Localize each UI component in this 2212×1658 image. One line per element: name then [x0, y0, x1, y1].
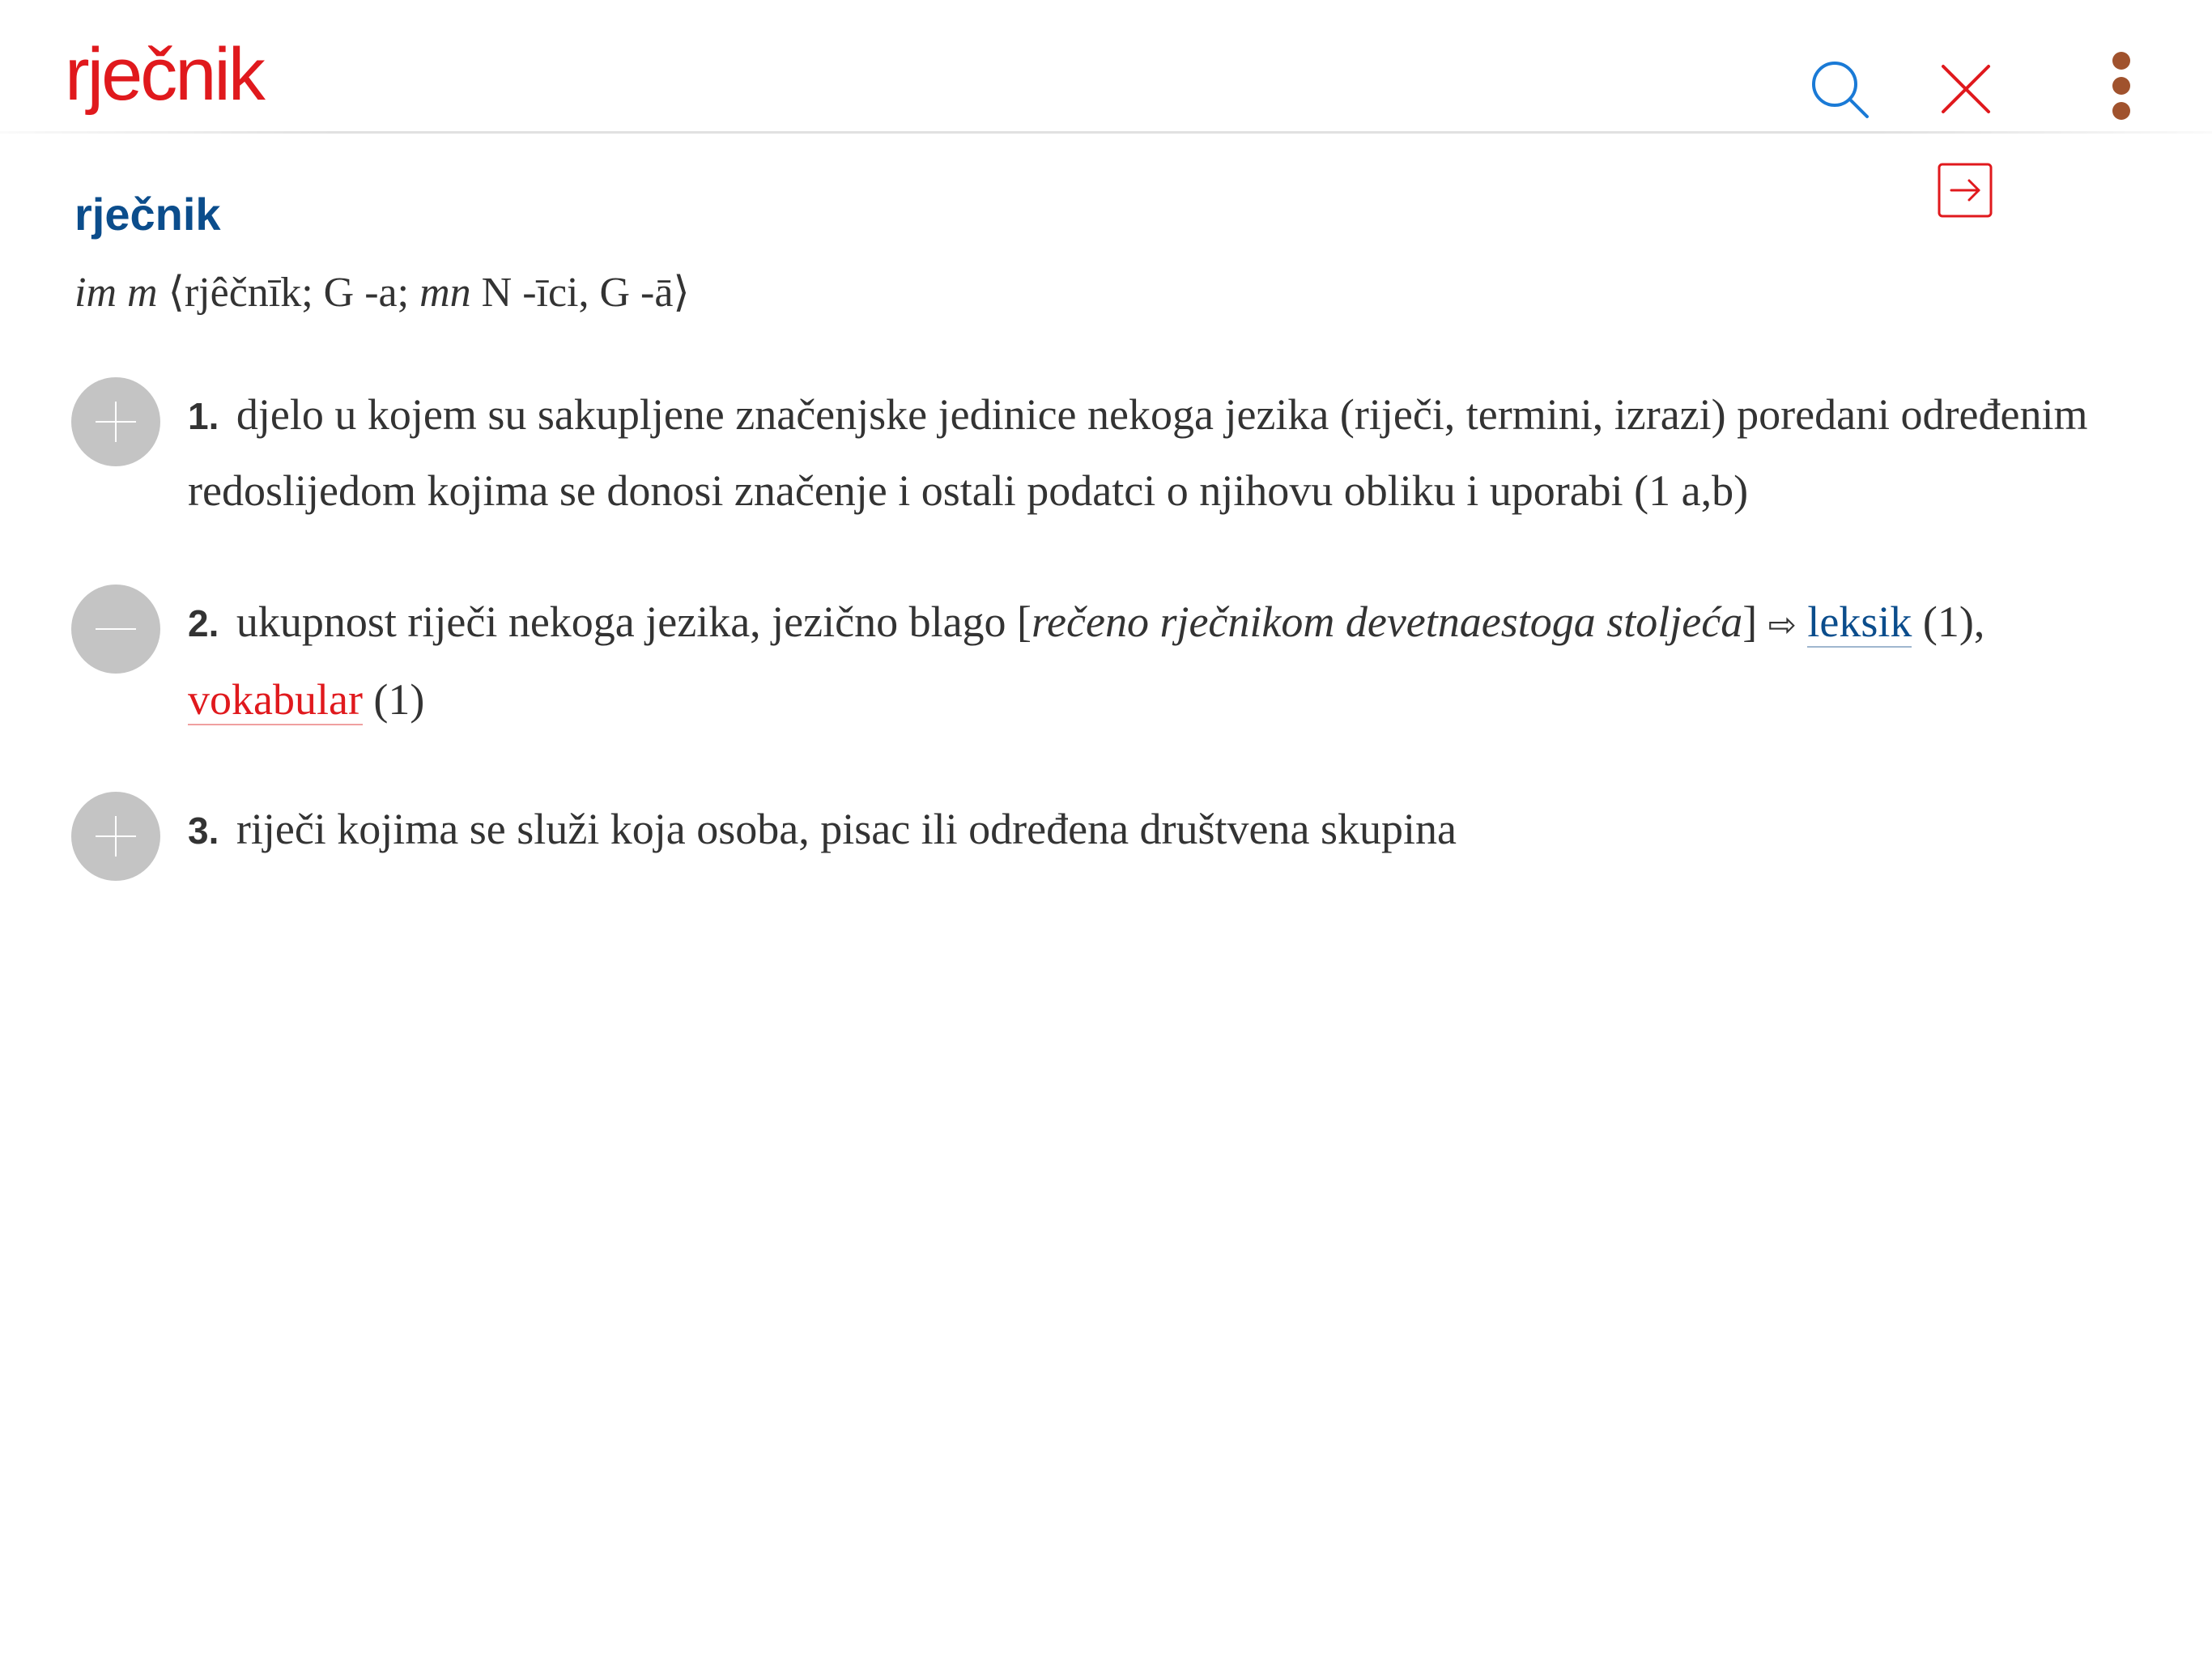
export-icon: [1937, 162, 1993, 219]
sense-3-text: [188, 792, 2147, 868]
search-button[interactable]: [1807, 57, 1872, 121]
plural-label: mn: [419, 270, 471, 316]
sense-definition: djelo u kojem su sakupljene značenjske jedinice nekoga jezika (riječi, termini, izrazi) poredani određenim redoslijedom kojima se donosi značenje i ostali podatci o njihovu obliku i uporabi (1 a,b): [188, 390, 2088, 515]
sense-definition: riječi kojima se služi koja osoba, pisac ili određena društvena skupina: [236, 805, 1457, 853]
close-icon: [1933, 57, 1998, 121]
more-options-button[interactable]: [2099, 45, 2144, 126]
more-vertical-icon: [2112, 52, 2130, 70]
search-icon: [1807, 57, 1872, 121]
sense-number: 2.: [188, 602, 219, 644]
usage-example: rečeno rječnikom devetnaestoga stoljeća: [1032, 597, 1743, 646]
part-of-speech: im m: [74, 270, 158, 316]
see-also-arrow-icon: ⇨: [1767, 605, 1797, 644]
minus-icon: [96, 628, 136, 630]
sense-number: 1.: [188, 395, 219, 437]
headword: rječnik: [74, 189, 221, 240]
xref-link-vokabular[interactable]: vokabular: [188, 675, 363, 724]
collapse-sense-2-button[interactable]: [71, 585, 160, 674]
sense-2-text: 2. ukupnost riječi nekoga jezika, jezično blago [rečeno rječnikom devetnaestoga stoljeća] ⇨ leksik (1), vokabular (1): [188, 597, 1985, 724]
sense-1-text: [188, 377, 2147, 528]
forms-prefix: ⟨rjêčnīk; G -a;: [168, 270, 420, 316]
sense-definition: ukupnost riječi nekoga jezika, jezično blago [: [236, 597, 1032, 646]
sense-number: 3.: [188, 810, 219, 852]
app-header: [0, 0, 2212, 133]
expand-sense-3-button[interactable]: [71, 792, 160, 881]
header-divider: [0, 131, 2212, 134]
xref-link-leksik[interactable]: leksik: [1807, 597, 1912, 646]
open-entry-button[interactable]: [1937, 162, 1993, 219]
forms-suffix: N -īci, G -ā⟩: [470, 270, 690, 316]
expand-sense-1-button[interactable]: [71, 377, 160, 466]
app-title: rječnik: [65, 33, 263, 116]
close-button[interactable]: [1933, 57, 1998, 121]
grammar-info: [74, 261, 690, 325]
